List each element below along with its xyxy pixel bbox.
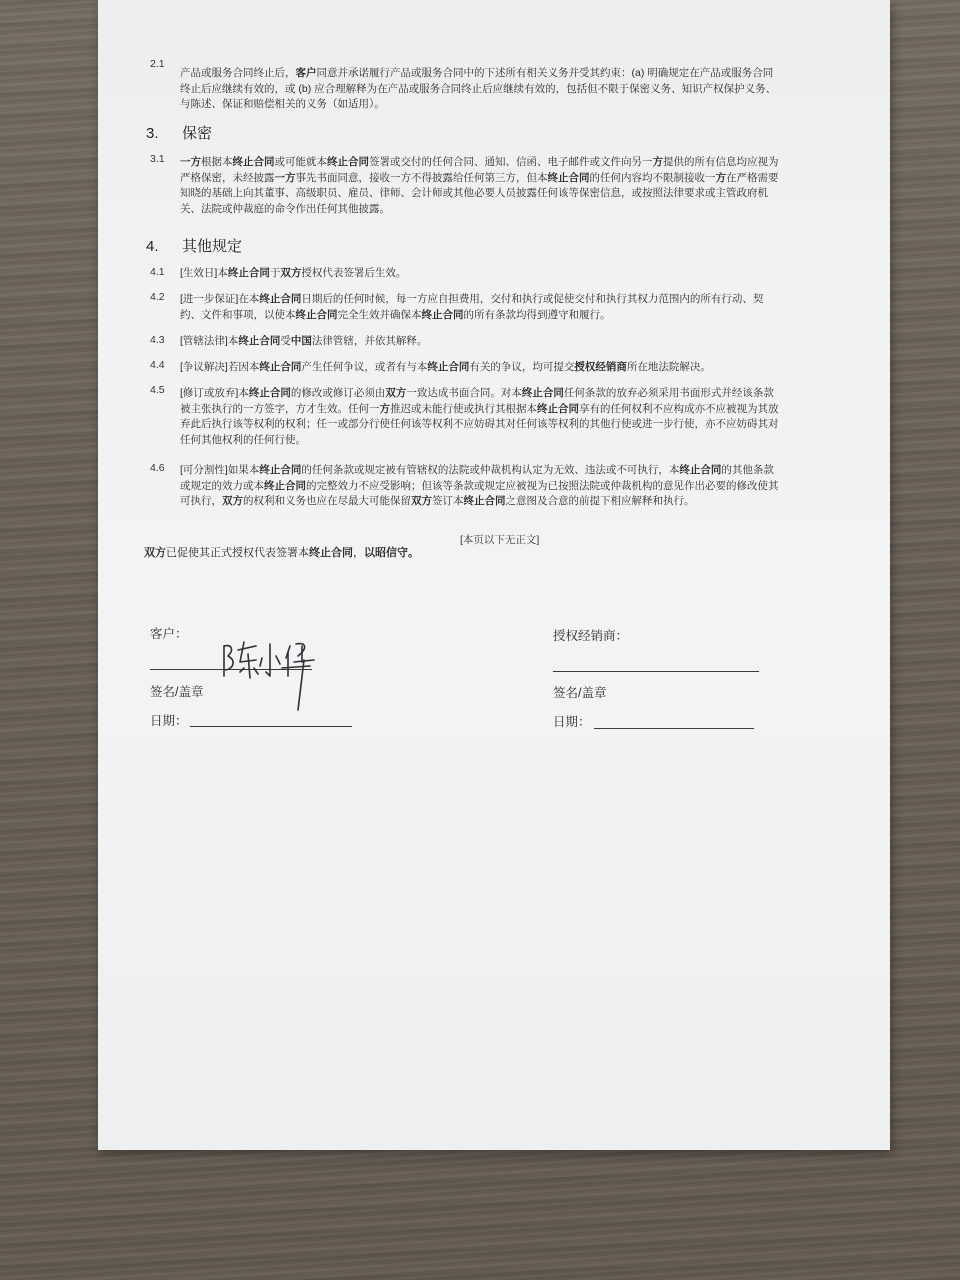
text-line: 约、文件和事项，以使本终止合同完全生效并确保本终止合同的所有条款均得到遵守和履行。 [180,308,611,321]
handwritten-signature [210,632,330,714]
text-line: 被主张执行的一方签字，方才生效。任何一方推迟或未能行使或执行其根据本终止合同享有的任何权利不应构成亦不应被视为其放 [180,402,779,415]
clause-number: 3.1 [150,153,165,165]
witness-statement: 双方已促使其正式授权代表签署本终止合同，以昭信守。 [144,547,419,559]
text-line: 可执行，双方的权利和义务也应在尽最大可能保留双方签订本终止合同之意图及合意的前提下相应解释和执行。 [180,495,695,508]
clause-number: 4.6 [150,462,165,474]
section-title: 保密 [182,125,213,142]
text-line: 任何其他权利的任何行使。 [180,433,306,446]
text-line: 严格保密，未经披露一方事先书面同意，接收一方不得披露给任何第三方，但本终止合同的任何内容均不限制接收一方在严格需要 [180,171,779,184]
clause-number: 4.1 [150,266,165,278]
section-number: 3. [146,125,159,142]
text-line: 与陈述、保证和赔偿相关的义务（如适用）。 [180,98,385,111]
customer-sign-label: 签名/盖章 [150,685,204,699]
clause-4-3 [180,334,427,350]
text-line: [管辖法律]本终止合同受中国法律管辖，并依其解释。 [180,335,428,347]
dealer-signature-line [553,671,759,672]
end-of-text-note: [本页以下无正文] [460,534,540,546]
clause-4-6 [180,463,779,510]
clause-4-5 [180,386,779,448]
clause-number: 4.4 [150,359,165,371]
text-line: 关、法院或仲裁庭的命令作出任何其他披露。 [180,202,390,215]
customer-date-line [190,726,352,727]
customer-label: 客户： [150,627,188,641]
dealer-date-label: 日期： [553,715,591,729]
text-line: [进一步保证]在本终止合同日期后的任何时候，每一方应自担费用，交付和执行或促使交付和执行其权力范围内的所有行动、契 [180,293,764,305]
text-line: 产品或服务合同终止后，客户同意并承诺履行产品或服务合同中的下述所有相关义务并受其约束：(a) 明确规定在产品或服务合同 [180,67,774,79]
text-line: 或规定的效力或本终止合同的完整效力不应受影响；但该等条款或规定应被视为已按照法院或仲裁机构的意见作出必要的修改使其 [180,479,779,492]
text-line: 终止后应继续有效的，或 (b) 应合理解释为在产品或服务合同终止后应继续有效的，包括但不限于保密义务、知识产权保护义务、 [180,82,777,95]
clause-3-1 [180,155,779,217]
clause-4-1 [180,266,406,282]
text-line: [可分割性]如果本终止合同的任何条款或规定被有管辖权的法院或仲裁机构认定为无效、违法或不可执行，本终止合同的其他条款 [180,464,774,476]
contract-page [98,0,890,1150]
text-line: [修订或放弃]本终止合同的修改或修订必须由双方一致达成书面合同。对本终止合同任何条款的放弃必须采用书面形式并经该条款 [180,387,774,399]
text-line: [生效日]本终止合同于双方授权代表签署后生效。 [180,267,407,279]
text-line: 知晓的基础上向其董事、高级职员、雇员、律师、会计师或其他必要人员披露任何该等保密信息，或按照法律要求或主管政府机 [180,187,768,200]
section-heading-confidentiality [146,122,212,143]
dealer-label: 授权经销商： [553,629,629,643]
section-title: 其他规定 [182,238,243,255]
clause-number: 2.1 [150,58,165,70]
text-line: 一方根据本终止合同或可能就本终止合同签署或交付的任何合同、通知、信函、电子邮件或文件向另一方提供的所有信息均应视为 [180,156,779,168]
section-number: 4. [146,238,159,255]
dealer-sign-label: 签名/盖章 [553,686,607,700]
clause-2-1 [180,66,776,113]
dealer-date-line [594,728,754,729]
text-line: 弃此后执行该等权利的权利；任一或部分行使任何该等权利不应妨碍其对任何该等权利的其他行使或进一步行使，亦不应妨碍其对 [180,418,779,431]
clause-number: 4.2 [150,291,165,303]
clause-4-4 [180,360,711,376]
clause-number: 4.5 [150,384,165,396]
clause-4-2 [180,292,763,323]
customer-date-label: 日期： [150,714,188,728]
text-line: [争议解决]若因本终止合同产生任何争议，或者有与本终止合同有关的争议，均可提交授权经销商所在地法院解决。 [180,361,711,373]
section-heading-other-provisions [146,235,242,256]
clause-number: 4.3 [150,334,165,346]
